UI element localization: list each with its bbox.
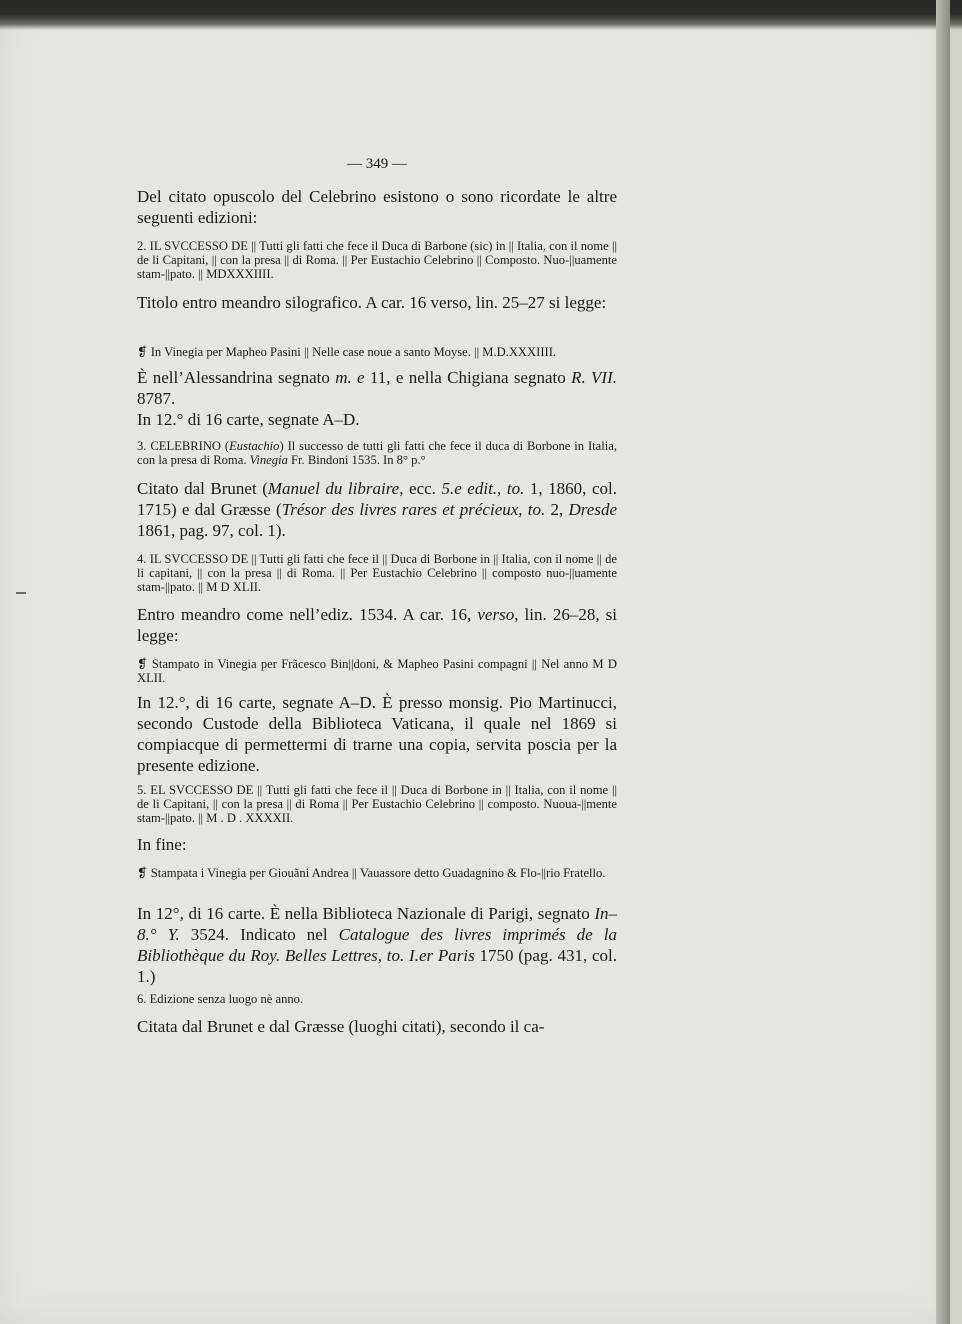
scan-right-edge bbox=[936, 0, 950, 1324]
margin-mark bbox=[16, 592, 26, 594]
paragraph-copies: È nell’Alessandrina segnato m. e 11, e nella Chigiana segnato R. VII. 8787. bbox=[137, 368, 617, 408]
paragraph-title-note: Titolo entro meandro silografico. A car. 16 verso, lin. 25–27 si legge: bbox=[137, 293, 607, 312]
entry-2: 2. IL SVCCESSO DE || Tutti gli fatti che fece il Duca di Barbone (sic) in || Italia, con il nome || de li Capitani, || con la presa || di Roma. || Per Eustachio Celebrino || Composto. Nuo-||uamente stam-||pato. || MDXXXIIII. bbox=[137, 239, 617, 281]
paragraph-brunet: Citato dal Brunet (Manuel du libraire, ecc. 5.e edit., to. 1, 1860, col. 1715) e dal Græsse (Trésor des livres rares et précieux, to. 2, Dresde 1861, pag. 97, col. 1). bbox=[137, 479, 617, 540]
entry-3: 3. CELEBRINO (Eustachio) Il successo de tutti gli fatti che fece il duca di Borbone in Italia, con la presa di Roma. Vinegia Fr. Bindoni 1535. In 8° p.° bbox=[137, 439, 617, 467]
page-number: — 349 — bbox=[347, 156, 407, 172]
quote-3: ❡ Stampata i Vinegia per Giouãni Andrea || Vauassore detto Guadagnino & Flo-||rio Fratello. bbox=[137, 866, 606, 880]
quote-1: ❡ In Vinegia per Mapheo Pasini || Nelle case noue a santo Moyse. || M.D.XXXIIII. bbox=[137, 345, 557, 359]
paragraph-intro: Del citato opuscolo del Celebrino esistono o sono ricordate le altre seguenti edizioni: bbox=[137, 187, 617, 227]
paragraph-martinucci: In 12.°, di 16 carte, segnate A–D. È presso monsig. Pio Martinucci, secondo Custode della Biblioteca Vaticana, il quale nel 1869 si compiacque di permettermi di trarne una copia, servita poscia per la presente edizione. bbox=[137, 693, 617, 775]
paragraph-entro: Entro meandro come nell’ediz. 1534. A car. 16, verso, lin. 26–28, si legge: bbox=[137, 605, 617, 645]
paragraph-final: Citata dal Brunet e dal Græsse (luoghi citati), secondo il ca- bbox=[137, 1017, 545, 1036]
paragraph-format: In 12.° di 16 carte, segnate A–D. bbox=[137, 410, 360, 429]
paragraph-in-fine: In fine: bbox=[137, 835, 187, 854]
entry-6: 6. Edizione senza luogo nè anno. bbox=[137, 992, 304, 1006]
scan-top-edge bbox=[0, 0, 962, 30]
quote-2: ❡ Stampato in Vinegia per Frãcesco Bin||doni, & Mapheo Pasini compagni || Nel anno M D XLII. bbox=[137, 657, 617, 685]
entry-4: 4. IL SVCCESSO DE || Tutti gli fatti che fece il || Duca di Borbone in || Italia, con il nome || de li capitani, || con la presa || di Roma. || Per Eustachio Celebrino || composto nuo-||uamente stam-||pato. || M D XLII. bbox=[137, 552, 617, 594]
entry-5: 5. EL SVCCESSO DE || Tutti gli fatti che fece il || Duca di Borbone in || Italia, con il nome || de li Capitani, || con la presa || di Roma || Per Eustachio Celebrino || composto. Nuoua-||mente stam-||pato. || M . D . XXXXII. bbox=[137, 783, 617, 825]
paragraph-paris: In 12°, di 16 carte. È nella Biblioteca Nazionale di Parigi, segnato In–8.° Y. 3524. Indicato nel Catalogue des livres imprimés de la Bibliothèque du Roy. Belles Lettres, to. I.er Paris 1750 (pag. 431, col. 1.) bbox=[137, 904, 617, 986]
